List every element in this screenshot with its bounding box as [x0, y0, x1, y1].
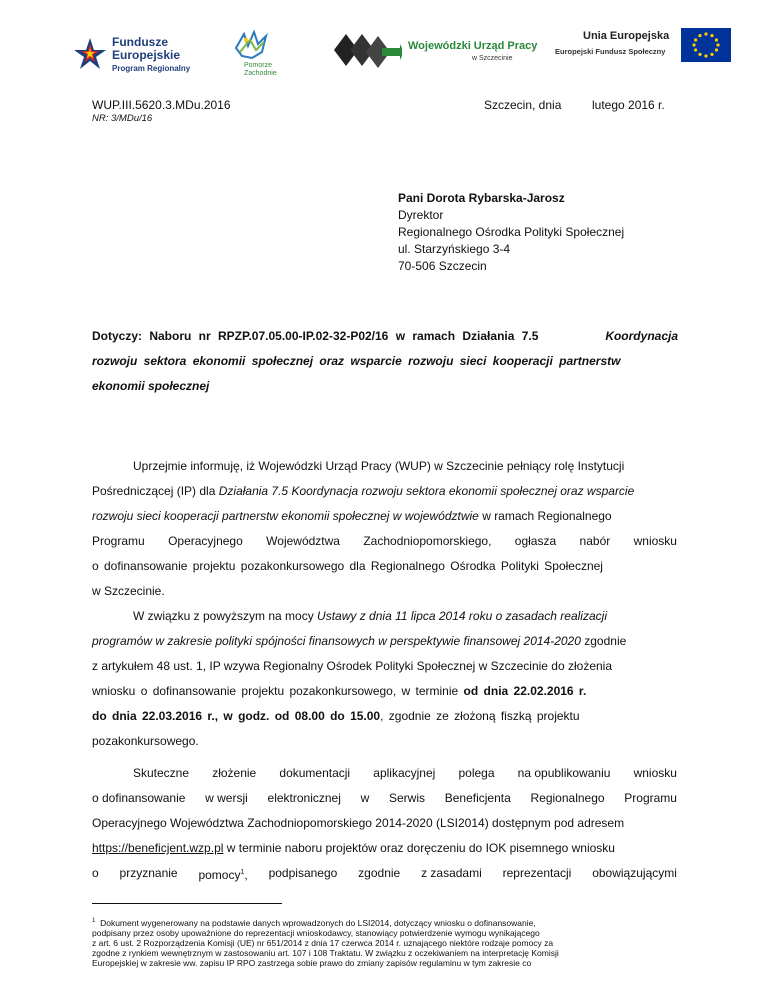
p3-l1-w4: polega	[458, 766, 495, 780]
subject-prefix: Dotyczy: Naboru nr RPZP.07.05.00-IP.02-32-P02/16 w ramach Działania 7.5	[92, 329, 539, 343]
ue-title: Unia Europejska	[583, 30, 670, 42]
p3-l2-w5: Beneficjenta	[444, 791, 511, 805]
p3-line-3: Operacyjnego Województwa Zachodniopomorskiego 2014-2020 (LSI2014) dostępnym pod adresem	[92, 816, 625, 830]
footnote-line-3: z art. 6 ust. 2 Rozporządzenia Komisji (UE) nr 651/2014 z dnia 17 czerwca 2014 r. uznającego niektóre rodzaje pomocy za	[92, 937, 554, 948]
p2-line-4	[92, 684, 586, 698]
p1-line-6: w Szczecinie.	[92, 584, 165, 598]
p3-l5-w6: reprezentacji	[502, 866, 572, 880]
p3-l4-text: w terminie naboru projektów oraz doręczeniu do IOK pisemnego wniosku	[226, 841, 615, 855]
wup-title: Wojewódzki Urząd Pracy	[408, 40, 538, 52]
p3-line-5	[92, 866, 677, 882]
p1-l4-w2: Województwa	[266, 534, 340, 548]
footnote	[92, 916, 678, 968]
p3-l2-w2: elektronicznej	[267, 791, 341, 805]
footnote-line-2: podpisany przez osoby upoważnione do reprezentacji wnioskodawcy, stanowiący potwierdzenie wymogu wynikającego	[92, 927, 540, 938]
p2-line-2	[92, 634, 626, 648]
p1-l4-w6: wniosku	[633, 534, 677, 548]
p3-l5-w0: o	[92, 866, 99, 880]
ue-sub: Europejski Fundusz Społeczny	[555, 47, 666, 56]
p1-line-1: Uprzejmie informuję, iż Wojewódzki Urząd Pracy (WUP) w Szczecinie pełniący rolę Instytucji	[133, 459, 625, 473]
eu-flag-icon	[681, 28, 731, 62]
recipient-street: ul. Starzyńskiego 3-4	[398, 242, 511, 256]
p3-l1-w6: wniosku	[633, 766, 677, 780]
footnote-line-4: zgodne z rynkiem wewnętrznym w zastosowaniu art. 107 i 108 Traktatu. W związku z oczekiwaniem na interpretację Komisji	[92, 947, 559, 958]
p3-l2-w3: w	[360, 791, 370, 805]
p1-line-4	[92, 534, 677, 548]
p3-l2-w7: Programu	[624, 791, 677, 805]
logo-unia-europejska	[555, 28, 735, 68]
footnote-ref[interactable]: 1	[240, 869, 245, 876]
p2-l1-italic: Ustawy z dnia 11 lipca 2014 roku o zasadach realizacji	[317, 609, 607, 623]
logo-fundusze-europejskie	[72, 30, 192, 80]
p3-l2-w6: Regionalnego	[530, 791, 605, 805]
recipient-organization: Regionalnego Ośrodka Polityki Społecznej	[398, 225, 625, 239]
wup-sub: w Szczecinie	[472, 55, 513, 62]
p2-l4-bold: od dnia 22.02.2016 r.	[463, 684, 587, 698]
p1-line-2	[92, 484, 634, 498]
letter-place: Szczecin, dnia	[484, 98, 562, 112]
subject-action-title: Koordynacja	[605, 329, 678, 343]
p3-l1-w5: na opublikowaniu	[517, 766, 611, 780]
footnote-divider	[92, 903, 282, 904]
pz-line1: Pomorze	[244, 62, 273, 69]
letter-reference: WUP.III.5620.3.MDu.2016	[92, 98, 231, 112]
fe-line1: Fundusze	[112, 35, 168, 49]
p3-l1-w3: aplikacyjnej	[373, 766, 436, 780]
recipient-city: 70-506 Szczecin	[398, 259, 487, 273]
p3-l5-w1: przyznanie	[119, 866, 178, 880]
p1-l4-w5: nabór	[579, 534, 611, 548]
fe-line3: Program Regionalny	[112, 64, 191, 73]
pz-line2: Zachodnie	[244, 70, 277, 77]
p1-l2-text: Pośredniczącej (IP) dla	[92, 484, 216, 498]
p3-l5-w2: pomocy$^1$,	[198, 868, 248, 882]
p2-l5-text: , zgodnie ze złożoną fiszką projektu	[380, 709, 580, 723]
p3-l2-w1: w wersji	[205, 791, 248, 805]
subject-line-1	[92, 329, 678, 343]
p2-l2-italic: programów w zakresie polityki spójności finansowych w perspektywie finansowej 2014-2020	[92, 634, 581, 648]
footnote-l1-text: Dokument wygenerowany na podstawie danych wprowadzonych do LSI2014, dotyczący wniosku o dofinansowanie,	[100, 917, 536, 928]
p3-l1-w1: złożenie	[212, 766, 257, 780]
p3-l5-w7: obowiązującymi	[592, 866, 677, 880]
footnote-line-1	[92, 916, 678, 928]
p1-l3-text: w ramach Regionalnego	[482, 509, 612, 523]
p1-l3-italic: rozwoju sieci kooperacji partnerstw ekonomii społecznej w województwie	[92, 509, 479, 523]
letter-number: NR: 3/MDu/16	[92, 113, 153, 124]
pomorze-zachodnie-icon	[232, 28, 278, 62]
p2-l4-text: wniosku o dofinansowanie projektu pozakonkursowego, w terminie	[92, 684, 459, 698]
p3-l5-w4: zgodnie	[358, 866, 401, 880]
fe-line2: Europejskie	[112, 48, 181, 62]
p1-l4-w4: ogłasza	[514, 534, 557, 548]
p1-l4-w3: Zachodniopomorskiego,	[363, 534, 492, 548]
logo-pomorze-zachodnie	[232, 28, 282, 78]
p3-l2-w0: o dofinansowanie	[92, 791, 186, 805]
logo-wup	[332, 28, 538, 74]
p2-line-3: z artykułem 48 ust. 1, IP wzywa Regionalny Ośrodek Polityki Społecznej w Szczecinie do złożenia	[92, 659, 613, 673]
p3-line-1	[133, 766, 677, 780]
p2-l5-bold: do dnia 22.03.2016 r., w godz. od 08.00 do 15.00	[92, 709, 381, 723]
recipient-block	[398, 190, 624, 275]
subject-line-3: ekonomii społecznej	[92, 379, 210, 393]
p3-line-2	[92, 791, 677, 805]
fe-star-icon	[72, 36, 108, 72]
p1-l2-italic: Działania 7.5 Koordynacja rozwoju sektora ekonomii społecznej oraz wsparcie	[218, 484, 635, 498]
p1-line-3	[92, 509, 612, 523]
p3-l5-w2-text: pomocy	[198, 868, 241, 882]
footnote-line-5: Europejskiej w zakresie ww. zapisu IP RPO zastrzega sobie prawo do zmiany zapisów regulaminu w tym zakresie co	[92, 957, 532, 968]
p2-line-6: pozakonkursowego.	[92, 734, 199, 748]
p2-line-1	[133, 609, 607, 623]
beneficjent-link[interactable]: https://beneficjent.wzp.pl	[92, 841, 224, 855]
p3-l1-w2: dokumentacji	[279, 766, 351, 780]
p3-l5-w5: z zasadami	[421, 866, 482, 880]
footnote-number: 1	[92, 918, 96, 924]
p1-l4-w1: Operacyjnego	[168, 534, 243, 548]
p3-line-4	[92, 841, 615, 855]
p2-l2-text: zgodnie	[584, 634, 627, 648]
recipient-name: Pani Dorota Rybarska-Jarosz	[398, 191, 565, 205]
recipient-title: Dyrektor	[398, 208, 444, 222]
p2-line-5	[92, 709, 580, 723]
letter-date: lutego 2016 r.	[592, 98, 665, 112]
p1-l4-w0: Programu	[92, 534, 145, 548]
subject-line-2: rozwoju sektora ekonomii społecznej oraz wsparcie rozwoju sieci kooperacji partnerstw	[92, 354, 621, 368]
p3-l1-w0: Skuteczne	[133, 766, 190, 780]
p3-l5-w3: podpisanego	[268, 866, 338, 880]
p3-l2-w4: Serwis	[389, 791, 426, 805]
p1-line-5: o dofinansowanie projektu pozakonkursowego dla Regionalnego Ośrodka Polityki Społecznej	[92, 559, 603, 573]
p2-l1-text: W związku z powyższym na mocy	[133, 609, 314, 623]
wup-cards-icon	[332, 28, 402, 72]
